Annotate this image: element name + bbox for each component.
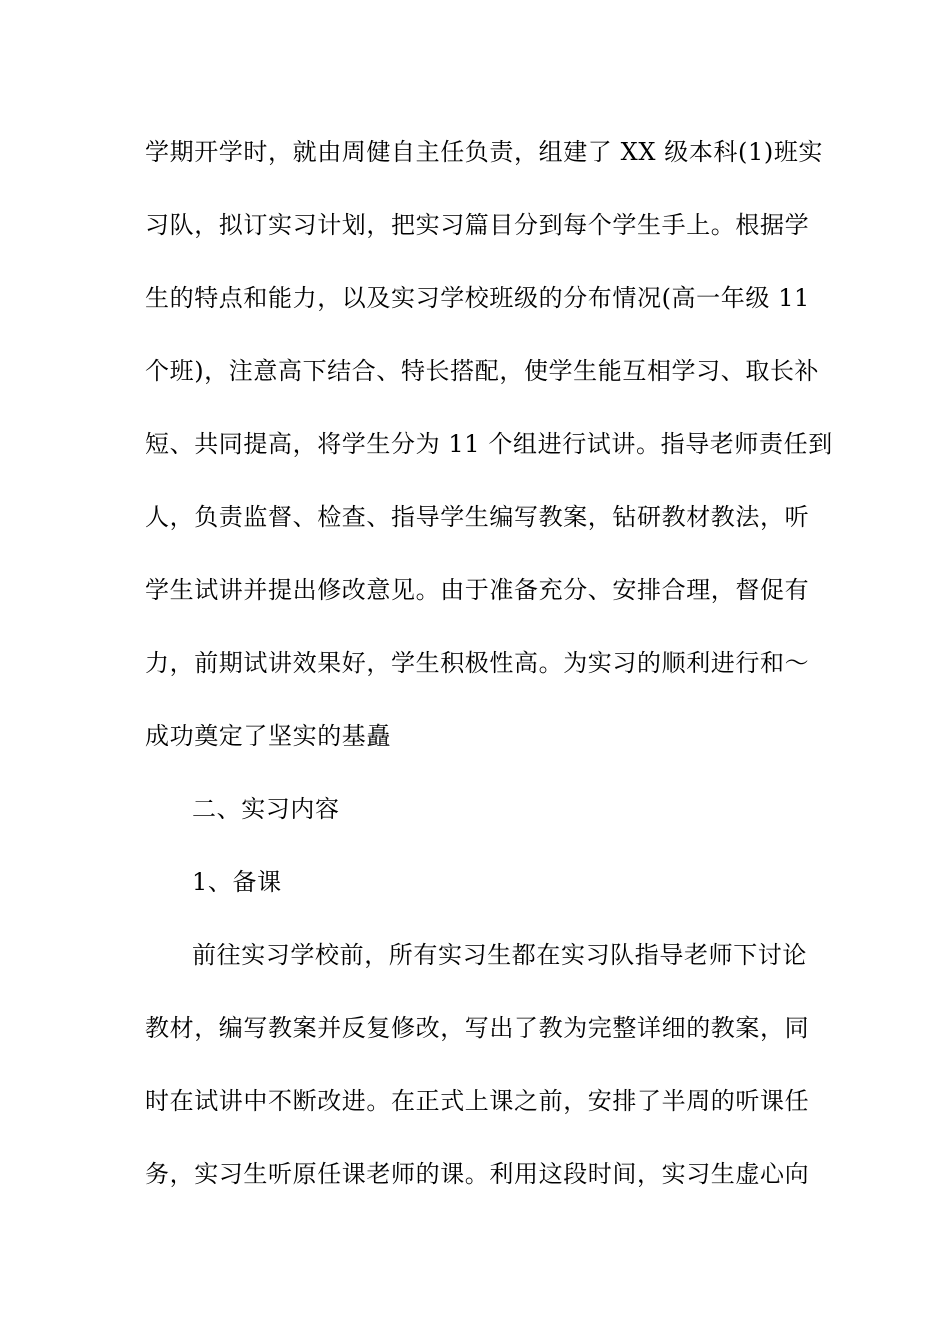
text-line: 个班)，注意高下结合、特长搭配，使学生能互相学习、取长补: [145, 357, 820, 385]
text-line: 学期开学时，就由周健自主任负责，组建了 XX 级本科(1)班实: [145, 138, 824, 166]
text-line: 生的特点和能力，以及实习学校班级的分布情况(高一年级 11: [145, 284, 810, 312]
text-line: 前往实习学校前，所有实习生都在实习队指导老师下讨论: [192, 941, 807, 969]
text-line: 成功奠定了坚实的基矗: [145, 722, 391, 750]
text-line: 务，实习生听原任课老师的课。利用这段时间，实习生虚心向: [145, 1160, 810, 1188]
section-heading: 二、实习内容: [192, 795, 340, 823]
text-line: 人，负责监督、检查、指导学生编写教案，钻研教材教法，听: [145, 503, 810, 531]
text-line: 习队，拟订实习计划，把实习篇目分到每个学生手上。根据学: [145, 211, 810, 239]
subsection-heading: 1、备课: [192, 868, 282, 896]
text-line: 教材，编写教案并反复修改，写出了教为完整详细的教案，同: [145, 1014, 810, 1042]
text-line: 短、共同提高，将学生分为 11 个组进行试讲。指导老师责任到: [145, 430, 833, 458]
text-line: 力，前期试讲效果好，学生积极性高。为实习的顺利进行和～: [145, 649, 810, 677]
text-line: 学生试讲并提出修改意见。由于准备充分、安排合理，督促有: [145, 576, 810, 604]
text-line: 时在试讲中不断改进。在正式上课之前，安排了半周的听课任: [145, 1087, 810, 1115]
